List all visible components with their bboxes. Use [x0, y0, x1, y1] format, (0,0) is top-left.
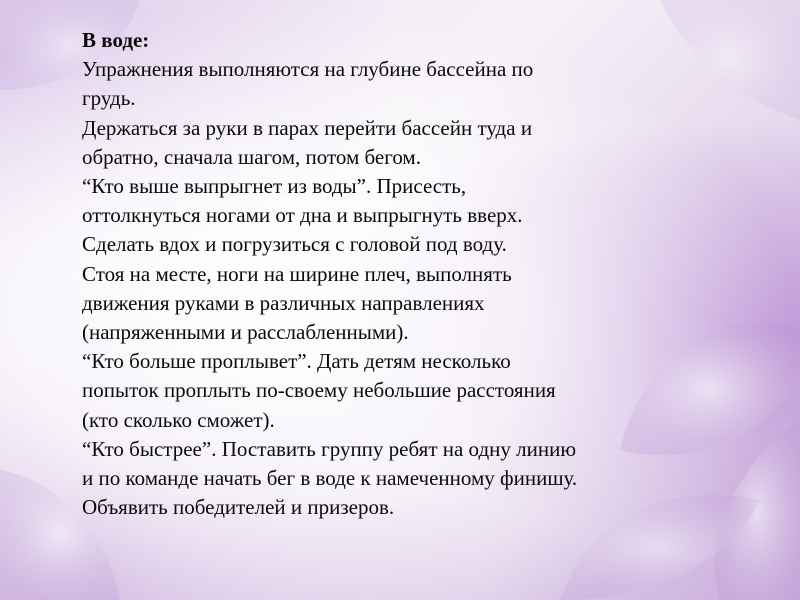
text-line: Держаться за руки в парах перейти бассейн туда и: [82, 115, 533, 140]
text-line: “Кто быстрее”. Поставить группу ребят на одну линию: [82, 436, 577, 461]
text-line: оттолкнуться ногами от дна и выпрыгнуть вверх.: [82, 203, 523, 228]
text-line: и по команде начать бег в воде к намеченному финишу.: [82, 466, 578, 491]
slide-text-block: [82, 26, 722, 522]
text-line: “Кто больше проплывет”. Дать детям несколько: [82, 349, 511, 374]
text-line: грудь.: [82, 86, 136, 111]
text-line: Стоя на месте, ноги на ширине плеч, выполнять: [82, 261, 512, 286]
text-line: Упражнения выполняются на глубине бассейна по: [82, 57, 534, 82]
text-line: движения руками в различных направлениях: [82, 290, 485, 315]
text-line: попыток проплыть по-своему небольшие расстояния: [82, 378, 556, 403]
text-line: Объявить победителей и призеров.: [82, 495, 395, 520]
text-line: (напряженными и расслабленными).: [82, 320, 409, 345]
text-line: Сделать вдох и погрузиться с головой под воду.: [82, 232, 507, 257]
text-line: “Кто выше выпрыгнет из воды”. Присесть,: [82, 174, 467, 199]
slide-heading: В воде:: [82, 28, 150, 52]
text-line: обратно, сначала шагом, потом бегом.: [82, 144, 421, 169]
text-line: (кто сколько сможет).: [82, 407, 275, 432]
